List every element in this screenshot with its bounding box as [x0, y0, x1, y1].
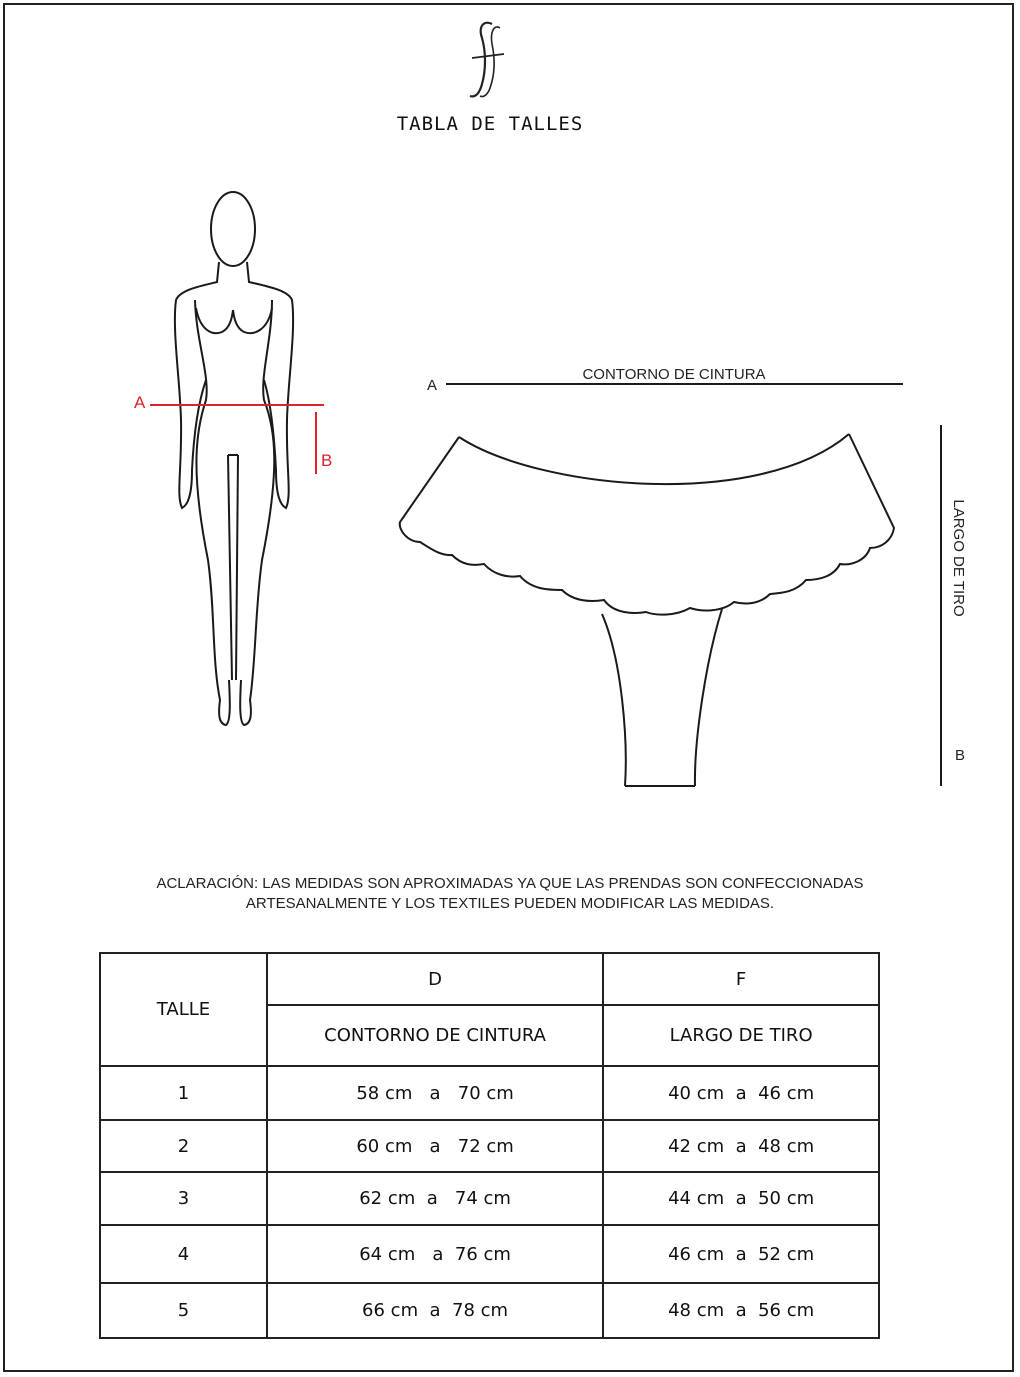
- disclaimer-note: [60, 874, 960, 914]
- rise-cell: 42 cm a 48 cm: [603, 1120, 879, 1172]
- size-column-header: TALLE: [100, 953, 267, 1066]
- garment-label-a: A: [427, 377, 438, 394]
- rise-cell: 46 cm a 52 cm: [603, 1225, 879, 1283]
- rise-column-header: LARGO DE TIRO: [603, 1005, 879, 1066]
- body-label-b: B: [321, 451, 333, 470]
- waist-cell: 60 cm a 72 cm: [267, 1120, 603, 1172]
- disclaimer-line-1: ACLARACIÓN: LAS MEDIDAS SON APROXIMADAS YA QUE LAS PRENDAS SON CONFECCIONADAS: [156, 875, 864, 892]
- column-d-letter: D: [267, 953, 603, 1005]
- size-cell: 2: [100, 1120, 267, 1172]
- body-figure: [175, 192, 293, 725]
- waist-cell: 58 cm a 70 cm: [267, 1066, 603, 1120]
- waist-cell: 64 cm a 76 cm: [267, 1225, 603, 1283]
- size-cell: 5: [100, 1283, 267, 1338]
- body-measure-lines: [134, 393, 332, 474]
- rise-label: LARGO DE TIRO: [950, 499, 967, 617]
- table-row: [100, 1066, 879, 1120]
- rise-cell: 44 cm a 50 cm: [603, 1172, 879, 1225]
- table-row: [100, 1225, 879, 1283]
- garment-label-b: B: [955, 747, 966, 764]
- size-cell: 3: [100, 1172, 267, 1225]
- page-title: TABLA DE TALLES: [396, 113, 584, 135]
- table-row: [100, 1120, 879, 1172]
- table-row: [100, 1283, 879, 1338]
- waist-cell: 66 cm a 78 cm: [267, 1283, 603, 1338]
- body-label-a: A: [134, 393, 146, 412]
- disclaimer-line-2: ARTESANALMENTE Y LOS TEXTILES PUEDEN MODIFICAR LAS MEDIDAS.: [245, 895, 775, 912]
- waist-label: CONTORNO DE CINTURA: [582, 366, 766, 383]
- table-row: [100, 1172, 879, 1225]
- rise-cell: 40 cm a 46 cm: [603, 1066, 879, 1120]
- waist-column-header: CONTORNO DE CINTURA: [267, 1005, 603, 1066]
- size-cell: 4: [100, 1225, 267, 1283]
- garment-drawing: [400, 434, 894, 786]
- waist-cell: 62 cm a 74 cm: [267, 1172, 603, 1225]
- rise-cell: 48 cm a 56 cm: [603, 1283, 879, 1338]
- column-f-letter: F: [603, 953, 879, 1005]
- size-table: [99, 952, 880, 1339]
- size-cell: 1: [100, 1066, 267, 1120]
